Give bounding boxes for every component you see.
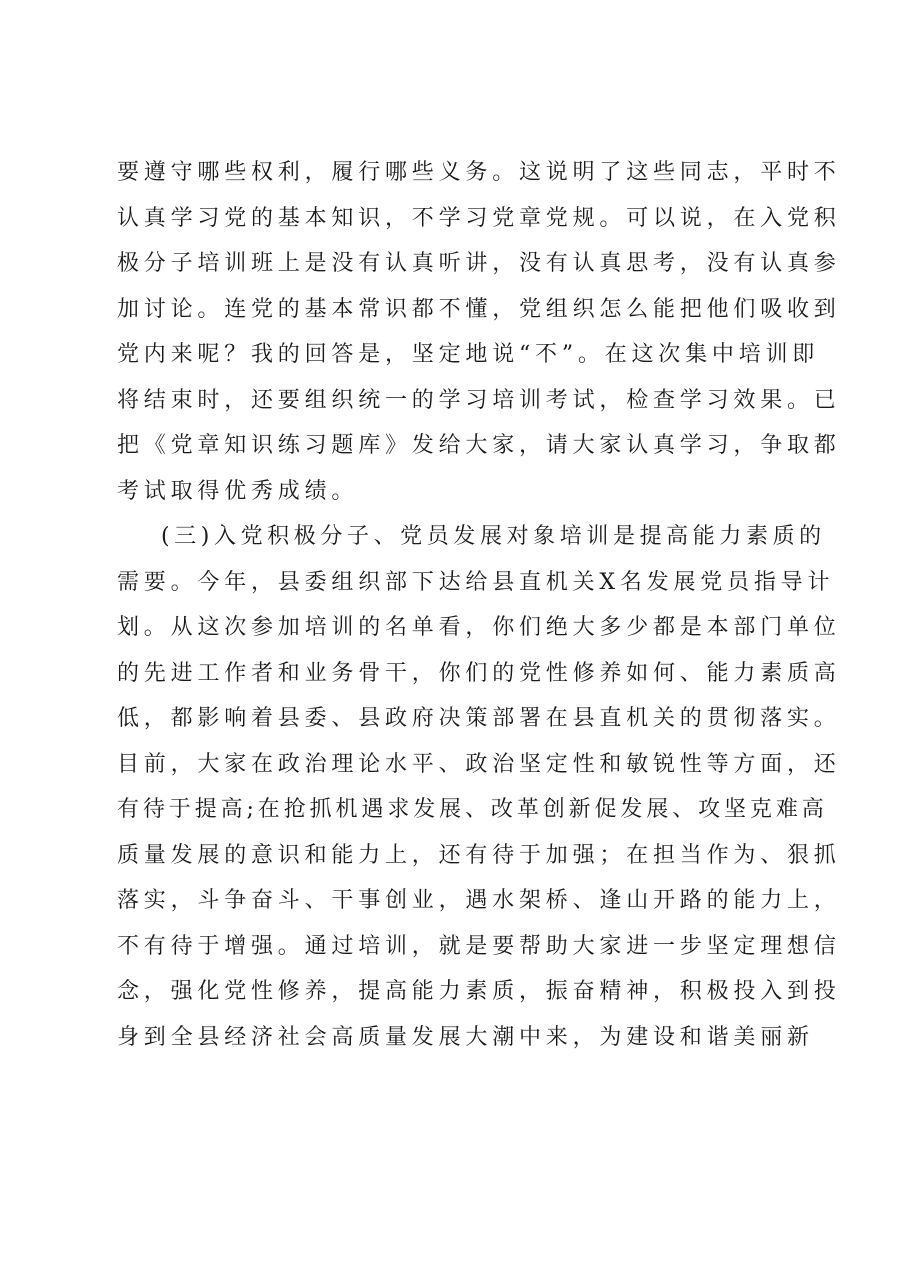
text-line: 认真学习党的基本知识，不学习党章党规。可以说，在入党积 — [117, 205, 841, 231]
text-line: 落实，斗争奋斗、干事创业，遇水架桥、逢山开路的能力上， — [117, 888, 841, 913]
text-line: 的先进工作者和业务骨干，你们的党性修养如何、能力素质高 — [117, 660, 841, 686]
text-line: 划。从这次参加培训的名单看，你们绝大多少都是本部门单位 — [117, 615, 841, 640]
text-line: 加讨论。连党的基本常识都不懂，党组织怎么能把他们吸收到 — [117, 296, 841, 322]
paragraph-start-line: (三)入党积极分子、党员发展对象培训是提高能力素质的 — [161, 524, 826, 549]
text-line: 念，强化党性修养，提高能力素质，振奋精神，积极投入到投 — [117, 979, 841, 1004]
text-line: 把《党章知识练习题库》发给大家，请大家认真学习，争取都 — [117, 433, 841, 458]
text-line: 需要。今年，县委组织部下达给县直机关X名发展党员指导计 — [117, 569, 835, 595]
body-text — [117, 150, 841, 1060]
text-line: 低，都影响着县委、县政府决策部署在县直机关的贯彻落实。 — [117, 706, 841, 731]
text-line: 极分子培训班上是没有认真听讲，没有认真思考，没有认真参 — [117, 251, 841, 276]
text-line: 质量发展的意识和能力上，还有待于加强；在担当作为、狠抓 — [117, 842, 841, 868]
text-line: 党内来呢？我的回答是，坚定地说“不”。在这次集中培训即 — [117, 342, 820, 367]
text-line: 要遵守哪些权利，履行哪些义务。这说明了这些同志，平时不 — [117, 160, 841, 185]
text-line: 身到全县经济社会高质量发展大潮中来，为建设和谐美丽新 — [117, 1024, 814, 1050]
text-line: 考试取得优秀成绩。 — [117, 478, 359, 504]
text-line: 不有待于增强。通过培训，就是要帮助大家进一步坚定理想信 — [117, 933, 841, 959]
text-line: 有待于提高;在抢抓机遇求发展、改革创新促发展、攻坚克难高 — [117, 797, 828, 822]
text-line: 目前，大家在政治理论水平、政治坚定性和敏锐性等方面，还 — [117, 751, 841, 777]
text-line: 将结束时，还要组织统一的学习培训考试，检查学习效果。已 — [117, 387, 841, 413]
